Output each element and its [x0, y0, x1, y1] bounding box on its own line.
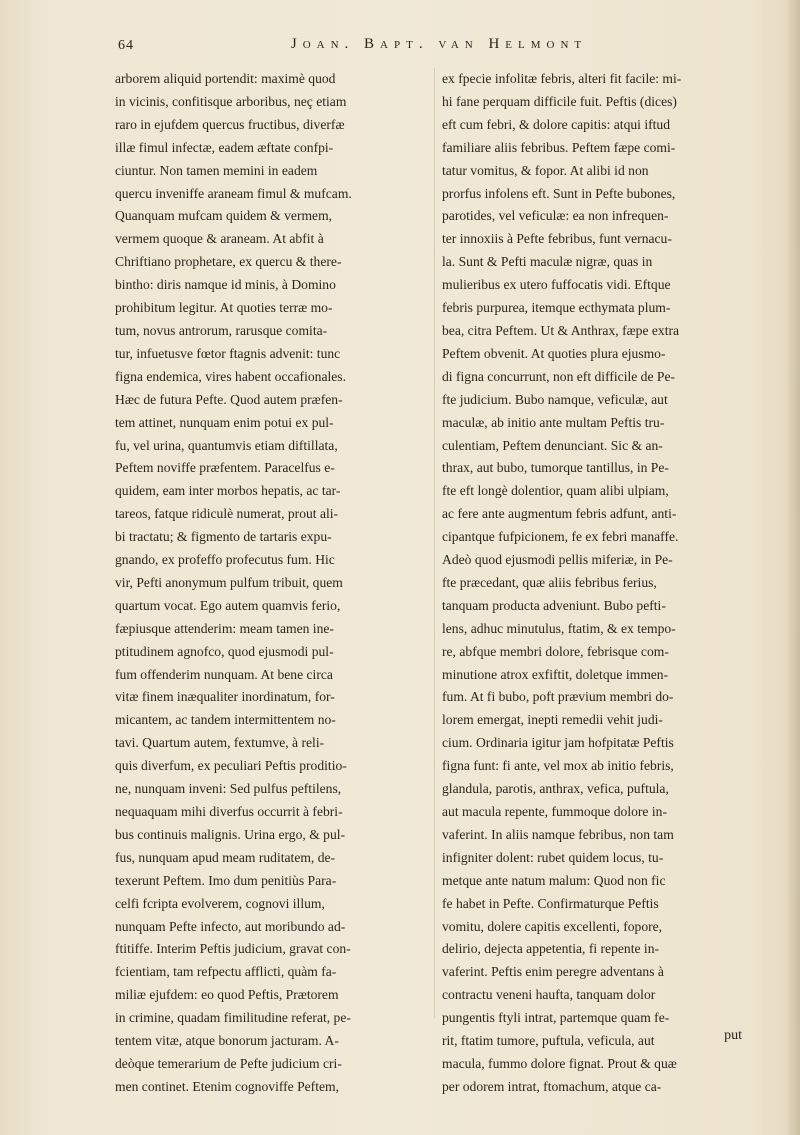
text-line: ex fpecie infolitæ febris, alteri fit facile: mi-	[442, 71, 682, 86]
text-line: micantem, ac tandem intermittentem no-	[115, 712, 336, 728]
text-line: tum, novus antrorum, rarusque comita-	[115, 322, 328, 338]
text-line: vitæ finem inæqualiter inordinatum, for-	[115, 689, 335, 705]
text-line: di figna concurrunt, non eft difficile de Pe-	[442, 368, 676, 384]
text-line: Peftem noviffe præfentem. Paracelfus e-	[115, 460, 335, 476]
text-line: ftitiffe. Interim Peftis judicium, gravat con-	[115, 941, 351, 957]
text-line: texerunt Peftem. Imo dum penitiùs Para-	[115, 872, 337, 888]
text-line: hi fane perquam difficile fuit. Peftis (dices)	[442, 93, 677, 109]
column-divider	[434, 68, 435, 1018]
text-line: minutione atrox exfiftit, doletque immen-	[442, 666, 669, 682]
text-line: arborem aliquid portendit: maximè quod	[115, 71, 336, 86]
text-line: thrax, aut bubo, tumorque tantillus, in Pe-	[442, 460, 669, 476]
text-line: eft cum febri, & dolore capitis: atqui iftud	[442, 116, 671, 132]
text-line: figna funt: fi ante, vel mox ab initio febris,	[442, 758, 674, 774]
text-line: fus, nunquam apud meam ruditatem, de-	[115, 849, 336, 865]
text-line: Quanquam mufcam quidem & vermem,	[115, 208, 333, 224]
text-line: mulieribus ex utero fuffocatis vidi. Eftque	[442, 277, 671, 293]
text-line: ter innoxiis à Pefte febribus, funt vernacu-	[442, 231, 672, 247]
text-line: deòque temerarium de Pefte judicium cri-	[115, 1055, 342, 1071]
text-line: gnando, ex profeffo profecutus fum. Hic	[115, 552, 335, 568]
left-text-column	[115, 68, 428, 1099]
page-edge-shadow	[786, 0, 800, 1135]
catchword: put	[724, 1028, 742, 1043]
text-line: illæ fimul infectæ, eadem æftate confpi-	[115, 139, 334, 155]
text-line: lens, adhuc minutulus, ftatim, & ex tempo-	[442, 620, 676, 636]
text-line: fu, vel urina, quantumvis etiam diftillata,	[115, 437, 338, 453]
text-line: bus continuis malignis. Urina ergo, & pul-	[115, 826, 346, 842]
text-line: familiare aliis febribus. Peftem fæpe comi-	[442, 139, 676, 155]
text-line: re, abfque membri dolore, febrisque com-	[442, 643, 669, 659]
text-line: fte præcedant, quæ aliis febribus ferius,	[442, 574, 657, 590]
text-line: fum. At fi bubo, poft prævium membri do-	[442, 689, 674, 705]
text-line: bintho: diris namque id minis, à Domino	[115, 277, 336, 293]
text-line: tareos, fatque ridiculè numerat, prout ali-	[115, 506, 339, 522]
text-line: fte judicium. Bubo namque, veficulæ, aut	[442, 391, 668, 407]
text-line: fte eft longè dolentior, quam alibi ulpiam,	[442, 483, 669, 499]
text-line: tentem vitæ, atque bonorum jacturam. A-	[115, 1033, 339, 1049]
text-line: prohibitum legitur. At quoties terræ mo-	[115, 300, 333, 316]
text-line: cium. Ordinaria igitur jam hofpitatæ Peftis	[442, 735, 674, 751]
text-line: maculæ, ab initio ante multam Peftis tru-	[442, 414, 665, 430]
text-line: contractu veneni haufta, tanquam dolor	[442, 987, 656, 1003]
text-line: macula, fummo dolore fignat. Prout & quæ	[442, 1055, 677, 1071]
text-line: fæpiusque attenderim: meam tamen ine-	[115, 620, 334, 636]
text-line: ac fere ante augmentum febris adfunt, anti-	[442, 506, 677, 522]
right-text-column	[442, 68, 758, 1099]
text-line: figna endemica, vires habent occafionales.	[115, 368, 346, 384]
running-head: Joan. Bapt. van Helmont	[290, 36, 588, 52]
text-line: lorem emergat, inepti remedii vehit judi-	[442, 712, 663, 728]
text-line: tatur vomitus, & fopor. At alibi id non	[442, 162, 649, 178]
text-line: tem attinet, nunquam enim potui ex pul-	[115, 414, 334, 430]
text-line: bi tractatu; & figmento de tartaris expu-	[115, 529, 332, 545]
text-line: bea, citra Peftem. Ut & Anthrax, fæpe extra	[442, 322, 680, 338]
text-line: rit, ftatim tumore, puftula, veficula, aut	[442, 1033, 655, 1049]
text-line: culentiam, Peftem denunciant. Sic & an-	[442, 437, 663, 453]
text-line: vir, Pefti anonymum pulfum tribuit, quem	[115, 574, 343, 590]
text-line: ptitudinem agnofco, quod ejusmodi pul-	[115, 643, 334, 659]
page-number: 64	[118, 38, 134, 53]
text-line: fum offenderim nunquam. At bene circa	[115, 666, 333, 682]
text-line: Hæc de futura Pefte. Quod autem præfen-	[115, 391, 343, 407]
text-line: quidem, eam inter morbos hepatis, ac tar-	[115, 483, 341, 499]
text-line: infigniter dolent: rubet quidem locus, tu-	[442, 849, 664, 865]
text-line: vermem quoque & araneam. At abfit à	[115, 231, 324, 247]
text-line: vaferint. In aliis namque febribus, non tam	[442, 826, 674, 842]
text-line: celfi fcripta evolverem, cognovi illum,	[115, 895, 325, 911]
text-line: metque ante natum malum: Quod non fic	[442, 872, 666, 888]
page-header	[118, 36, 760, 62]
text-line: quercu inveniffe araneam fimul & mufcam.	[115, 185, 352, 201]
text-line: cipantque fufpicionem, fe ex febri manaffe.	[442, 529, 679, 545]
text-line: ciuntur. Non tamen memini in eadem	[115, 162, 318, 178]
text-line: per odorem intrat, ftomachum, atque ca-	[442, 1078, 662, 1094]
text-line: raro in ejufdem quercus fructibus, diverfæ	[115, 116, 345, 132]
text-line: delirio, dejecta appetentia, fi repente in-	[442, 941, 660, 957]
text-line: Chriftiano prophetare, ex quercu & there-	[115, 254, 342, 270]
text-line: prorfus infolens eft. Sunt in Pefte bubones,	[442, 185, 676, 201]
text-line: tanquam producta adveniunt. Bubo pefti-	[442, 597, 666, 613]
text-line: men continet. Etenim cognoviffe Peftem,	[115, 1078, 339, 1094]
text-line: fe habet in Pefte. Confirmaturque Peftis	[442, 895, 659, 911]
text-line: quartum vocat. Ego autem quamvis ferio,	[115, 597, 341, 613]
text-line: pungentis ftyli intrat, partemque quam fe-	[442, 1010, 670, 1026]
text-line: la. Sunt & Pefti maculæ nigræ, quas in	[442, 254, 653, 270]
text-line: Adeò quod ejusmodi pellis miferiæ, in Pe-	[442, 552, 673, 568]
text-line: parotides, vel veficulæ: ea non infrequen-	[442, 208, 669, 224]
text-line: miliæ ejufdem: eo quod Peftis, Prætorem	[115, 987, 339, 1003]
text-line: vomitu, dolere capitis excellenti, fopore,	[442, 918, 663, 934]
text-line: nunquam Pefte infecto, aut moribundo ad-	[115, 918, 346, 934]
text-line: aut macula repente, fummoque dolore in-	[442, 804, 667, 819]
text-line: nequaquam mihi diverfus occurrit à febri-	[115, 804, 343, 819]
text-line: in vicinis, confitisque arboribus, neç etiam	[115, 93, 347, 109]
text-line: tavi. Quartum autem, fextumve, à reli-	[115, 735, 325, 751]
text-line: Peftem obvenit. At quoties plura ejusmo-	[442, 345, 666, 361]
text-line: quis diverfum, ex peculiari Peftis proditio-	[115, 758, 347, 774]
text-line: tur, infuetusve fœtor ftagnis advenit: tunc	[115, 345, 341, 361]
text-line: fcientiam, tam refpectu afflicti, quàm fa-	[115, 964, 337, 980]
text-line: ne, nunquam inveni: Sed pulfus peftilens,	[115, 781, 342, 797]
text-line: vaferint. Peftis enim peregre adventans à	[442, 964, 664, 980]
text-line: glandula, parotis, anthrax, vefica, puftula,	[442, 781, 669, 797]
text-line: febris purpurea, itemque ecthymata plum-	[442, 300, 671, 316]
text-line: in crimine, quadam fimilitudine referat, pe-	[115, 1010, 351, 1026]
